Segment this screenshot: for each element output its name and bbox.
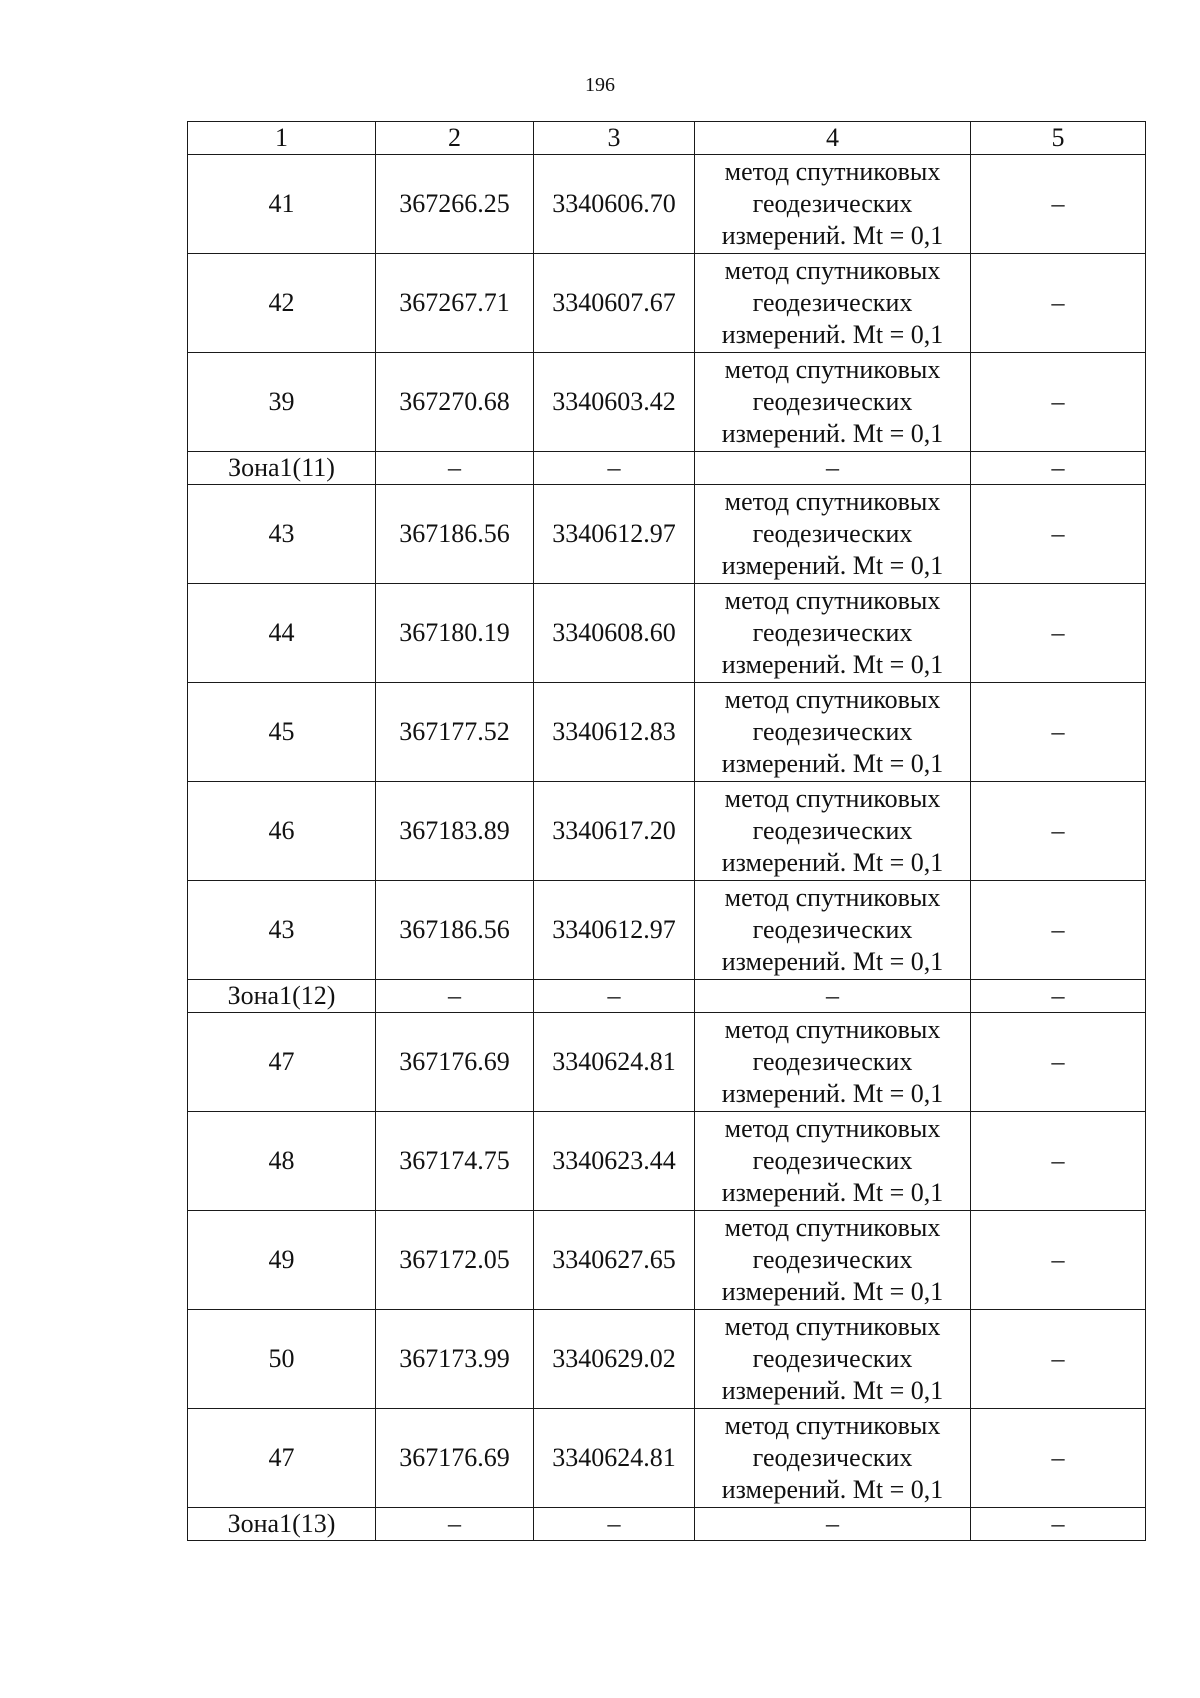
- method-cell: метод спутниковых геодезических измерений. Mt = 0,1: [695, 683, 971, 782]
- x-coordinate-cell: 367176.69: [376, 1013, 534, 1112]
- table-row: [188, 254, 1146, 353]
- y-coordinate-cell: 3340606.70: [534, 155, 695, 254]
- zone-label-cell: Зона1(12): [188, 980, 376, 1013]
- note-cell: –: [971, 980, 1146, 1013]
- point-id-cell: 49: [188, 1211, 376, 1310]
- point-id-cell: 45: [188, 683, 376, 782]
- x-coordinate-cell: 367176.69: [376, 1409, 534, 1508]
- note-cell: –: [971, 881, 1146, 980]
- method-cell: метод спутниковых геодезических измерений. Mt = 0,1: [695, 881, 971, 980]
- note-cell: –: [971, 1508, 1146, 1541]
- y-coordinate-cell: –: [534, 452, 695, 485]
- y-coordinate-cell: 3340607.67: [534, 254, 695, 353]
- page-number: 196: [585, 74, 615, 96]
- coordinates-table: [187, 121, 1146, 1541]
- x-coordinate-cell: 367267.71: [376, 254, 534, 353]
- point-id-cell: 50: [188, 1310, 376, 1409]
- method-cell: –: [695, 452, 971, 485]
- table-header-row: [188, 122, 1146, 155]
- method-cell: метод спутниковых геодезических измерений. Mt = 0,1: [695, 1409, 971, 1508]
- x-coordinate-cell: –: [376, 1508, 534, 1541]
- y-coordinate-cell: 3340623.44: [534, 1112, 695, 1211]
- y-coordinate-cell: 3340629.02: [534, 1310, 695, 1409]
- table-row: [188, 683, 1146, 782]
- header-cell-3: 3: [534, 122, 695, 155]
- method-cell: –: [695, 1508, 971, 1541]
- y-coordinate-cell: 3340627.65: [534, 1211, 695, 1310]
- method-cell: метод спутниковых геодезических измерений. Mt = 0,1: [695, 155, 971, 254]
- note-cell: –: [971, 452, 1146, 485]
- header-cell-1: 1: [188, 122, 376, 155]
- note-cell: –: [971, 584, 1146, 683]
- note-cell: –: [971, 683, 1146, 782]
- method-cell: метод спутниковых геодезических измерений. Mt = 0,1: [695, 1310, 971, 1409]
- method-cell: –: [695, 980, 971, 1013]
- x-coordinate-cell: 367183.89: [376, 782, 534, 881]
- point-id-cell: 48: [188, 1112, 376, 1211]
- zone-label-cell: Зона1(11): [188, 452, 376, 485]
- method-cell: метод спутниковых геодезических измерений. Mt = 0,1: [695, 254, 971, 353]
- point-id-cell: 43: [188, 881, 376, 980]
- x-coordinate-cell: –: [376, 452, 534, 485]
- y-coordinate-cell: 3340624.81: [534, 1409, 695, 1508]
- zone-row: [188, 452, 1146, 485]
- y-coordinate-cell: 3340612.97: [534, 881, 695, 980]
- note-cell: –: [971, 1409, 1146, 1508]
- note-cell: –: [971, 782, 1146, 881]
- table-row: [188, 782, 1146, 881]
- note-cell: –: [971, 1310, 1146, 1409]
- table-row: [188, 584, 1146, 683]
- y-coordinate-cell: 3340608.60: [534, 584, 695, 683]
- method-cell: метод спутниковых геодезических измерений. Mt = 0,1: [695, 782, 971, 881]
- note-cell: –: [971, 254, 1146, 353]
- point-id-cell: 47: [188, 1409, 376, 1508]
- x-coordinate-cell: 367186.56: [376, 881, 534, 980]
- table-row: [188, 1112, 1146, 1211]
- method-cell: метод спутниковых геодезических измерений. Mt = 0,1: [695, 1211, 971, 1310]
- x-coordinate-cell: 367186.56: [376, 485, 534, 584]
- method-cell: метод спутниковых геодезических измерений. Mt = 0,1: [695, 353, 971, 452]
- y-coordinate-cell: 3340612.97: [534, 485, 695, 584]
- note-cell: –: [971, 1013, 1146, 1112]
- point-id-cell: 42: [188, 254, 376, 353]
- header-cell-4: 4: [695, 122, 971, 155]
- point-id-cell: 44: [188, 584, 376, 683]
- method-cell: метод спутниковых геодезических измерений. Mt = 0,1: [695, 485, 971, 584]
- point-id-cell: 46: [188, 782, 376, 881]
- point-id-cell: 43: [188, 485, 376, 584]
- x-coordinate-cell: 367172.05: [376, 1211, 534, 1310]
- x-coordinate-cell: 367180.19: [376, 584, 534, 683]
- y-coordinate-cell: 3340603.42: [534, 353, 695, 452]
- table-row: [188, 353, 1146, 452]
- zone-row: [188, 1508, 1146, 1541]
- x-coordinate-cell: 367173.99: [376, 1310, 534, 1409]
- x-coordinate-cell: –: [376, 980, 534, 1013]
- table-row: [188, 155, 1146, 254]
- method-cell: метод спутниковых геодезических измерений. Mt = 0,1: [695, 584, 971, 683]
- x-coordinate-cell: 367177.52: [376, 683, 534, 782]
- method-cell: метод спутниковых геодезических измерений. Mt = 0,1: [695, 1112, 971, 1211]
- table-row: [188, 1211, 1146, 1310]
- zone-label-cell: Зона1(13): [188, 1508, 376, 1541]
- table-row: [188, 881, 1146, 980]
- note-cell: –: [971, 1211, 1146, 1310]
- header-cell-5: 5: [971, 122, 1146, 155]
- point-id-cell: 39: [188, 353, 376, 452]
- table-row: [188, 485, 1146, 584]
- y-coordinate-cell: 3340624.81: [534, 1013, 695, 1112]
- table-row: [188, 1013, 1146, 1112]
- y-coordinate-cell: –: [534, 980, 695, 1013]
- table-row: [188, 1310, 1146, 1409]
- x-coordinate-cell: 367266.25: [376, 155, 534, 254]
- note-cell: –: [971, 155, 1146, 254]
- y-coordinate-cell: –: [534, 1508, 695, 1541]
- point-id-cell: 47: [188, 1013, 376, 1112]
- note-cell: –: [971, 485, 1146, 584]
- x-coordinate-cell: 367174.75: [376, 1112, 534, 1211]
- zone-row: [188, 980, 1146, 1013]
- header-cell-2: 2: [376, 122, 534, 155]
- note-cell: –: [971, 353, 1146, 452]
- note-cell: –: [971, 1112, 1146, 1211]
- x-coordinate-cell: 367270.68: [376, 353, 534, 452]
- y-coordinate-cell: 3340612.83: [534, 683, 695, 782]
- coordinates-table-body: [188, 122, 1146, 1541]
- method-cell: метод спутниковых геодезических измерений. Mt = 0,1: [695, 1013, 971, 1112]
- table-row: [188, 1409, 1146, 1508]
- y-coordinate-cell: 3340617.20: [534, 782, 695, 881]
- point-id-cell: 41: [188, 155, 376, 254]
